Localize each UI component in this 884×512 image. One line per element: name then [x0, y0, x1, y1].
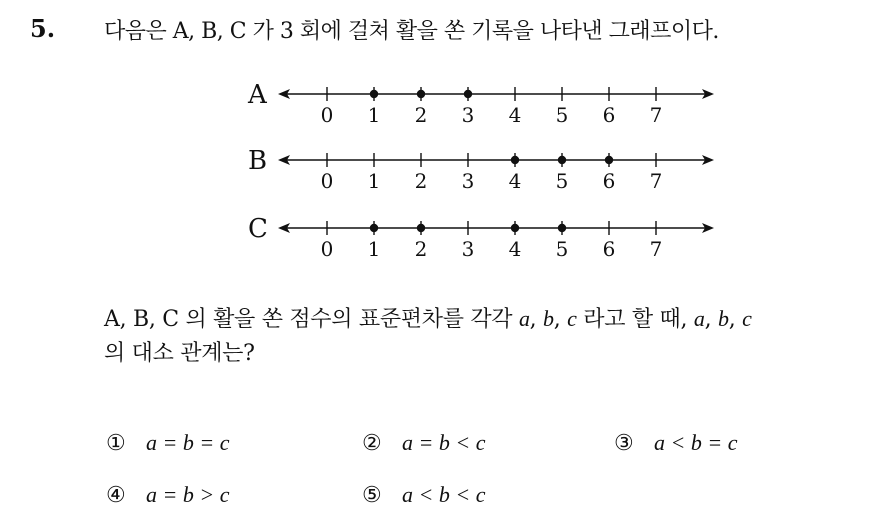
tick-label: 4 — [508, 169, 522, 193]
question-number: 5. — [30, 14, 56, 43]
sep: , — [704, 307, 718, 332]
tick-label: 3 — [461, 237, 475, 261]
sep: , — [529, 307, 544, 332]
tick-label: 7 — [649, 237, 663, 261]
data-point — [605, 156, 613, 164]
data-point — [417, 90, 425, 98]
var-a: a — [693, 306, 705, 331]
choice-mark: ① — [106, 431, 126, 456]
tick-label: 2 — [414, 169, 428, 193]
choice-expression: a = b = c — [146, 430, 230, 455]
choice-mark: ④ — [106, 483, 126, 508]
choice-1[interactable] — [106, 430, 229, 456]
tick-label: 0 — [320, 103, 334, 127]
choice-5[interactable] — [362, 482, 485, 508]
question-stem: 다음은 A, B, C 가 3 회에 걸쳐 활을 쏜 기록을 나타낸 그래프이다. — [104, 19, 719, 44]
choice-expression: a = b > c — [146, 482, 230, 507]
row-label: C — [248, 214, 268, 244]
number-line-c — [248, 214, 714, 261]
question-prompt — [104, 302, 874, 371]
data-point — [511, 156, 519, 164]
choice-2[interactable] — [362, 430, 485, 456]
choice-expression: a < b = c — [654, 430, 738, 455]
data-point — [370, 90, 378, 98]
data-point — [558, 156, 566, 164]
data-point — [417, 224, 425, 232]
choice-expression: a = b < c — [402, 430, 486, 455]
tick-label: 5 — [555, 103, 569, 127]
prompt-text: 의 대소 관계는? — [104, 341, 255, 366]
tick-label: 0 — [320, 169, 334, 193]
tick-label: 7 — [649, 169, 663, 193]
data-point — [511, 224, 519, 232]
tick-label: 2 — [414, 103, 428, 127]
tick-label: 6 — [602, 169, 616, 193]
prompt-text: A, B, C 의 활을 쏜 점수의 표준편차를 각각 — [104, 307, 519, 332]
tick-label: 4 — [508, 103, 522, 127]
row-label: B — [248, 146, 268, 176]
tick-label: 7 — [649, 103, 663, 127]
tick-label: 3 — [461, 103, 475, 127]
tick-label: 3 — [461, 169, 475, 193]
row-label: A — [248, 80, 267, 110]
sep: , — [553, 307, 568, 332]
tick-label: 5 — [555, 237, 569, 261]
tick-label: 1 — [367, 237, 381, 261]
var-b: b — [717, 306, 729, 331]
data-point — [464, 90, 472, 98]
tick-label: 1 — [367, 169, 381, 193]
data-point — [370, 224, 378, 232]
data-point — [558, 224, 566, 232]
var-c: c — [567, 306, 577, 331]
var-a: a — [518, 306, 530, 331]
tick-label: 4 — [508, 237, 522, 261]
tick-label: 6 — [602, 103, 616, 127]
tick-label: 6 — [602, 237, 616, 261]
choice-mark: ② — [362, 431, 382, 456]
choice-4[interactable] — [106, 482, 229, 508]
tick-label: 0 — [320, 237, 334, 261]
choice-expression: a < b < c — [402, 482, 486, 507]
tick-label: 5 — [555, 169, 569, 193]
var-b: b — [543, 306, 554, 331]
choice-mark: ⑤ — [362, 483, 382, 508]
prompt-text: 라고 할 때, — [576, 307, 694, 332]
tick-label: 2 — [414, 237, 428, 261]
choice-mark: ③ — [614, 431, 634, 456]
number-line-b — [248, 146, 714, 193]
tick-label: 1 — [367, 103, 381, 127]
number-line-a — [247, 80, 714, 127]
sep: , — [728, 307, 743, 332]
choice-3[interactable] — [614, 430, 737, 456]
var-c: c — [742, 306, 752, 331]
